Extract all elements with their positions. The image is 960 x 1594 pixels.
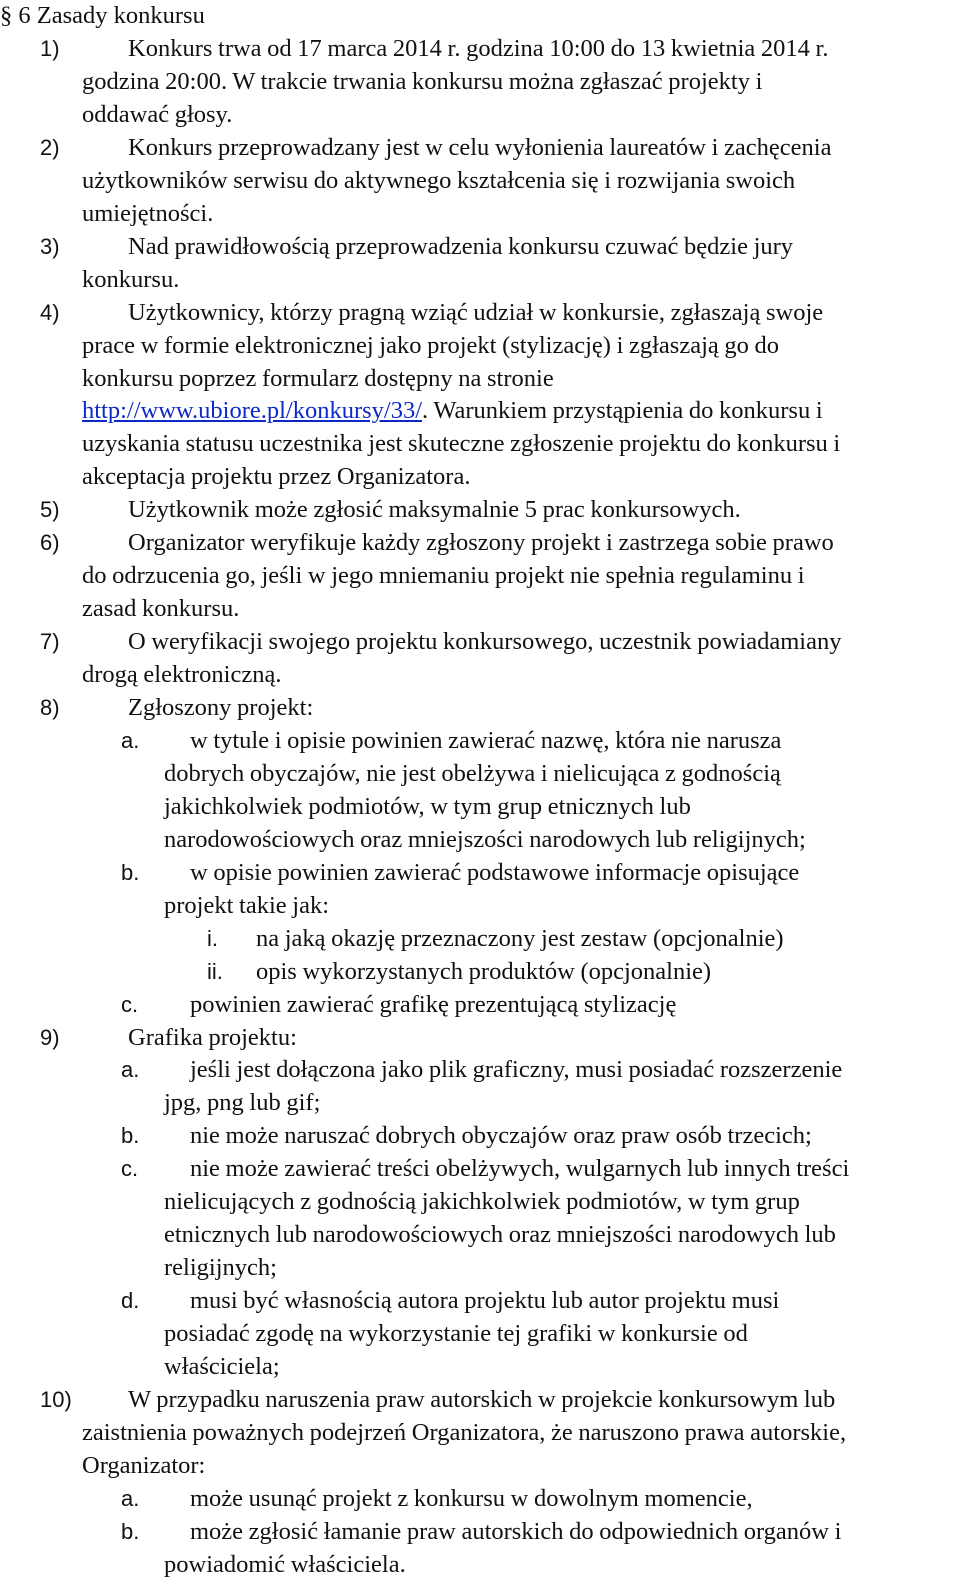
list-item-text: do odrzucenia go, jeśli w jego mniemaniu projekt nie spełnia regulaminu i [82, 562, 805, 590]
list-item-text: . Warunkiem przystąpienia do konkursu i [422, 397, 823, 425]
list-item-text: użytkowników serwisu do aktywnego kształcenia się i rozwijania swoich [82, 166, 796, 194]
list-item-text: konkursu poprzez formularz dostępny na stronie [82, 364, 554, 392]
list-item-text: jakichkolwiek podmiotów, w tym grup etnicznych lub [164, 792, 691, 820]
list-item-text: O weryfikacji swojego projektu konkursowego, uczestnik powiadamiany [128, 628, 842, 656]
list-item-text: może zgłosić łamanie praw autorskich do odpowiednich organów i [190, 1517, 842, 1545]
list-item-text: konkursu. [82, 265, 180, 293]
list-item-text: Konkurs przeprowadzany jest w celu wyłonienia laureatów i zachęcenia [128, 133, 832, 161]
list-item-text: jeśli jest dołączona jako plik graficzny, musi posiadać rozszerzenie [190, 1056, 843, 1084]
contest-link[interactable]: http://www.ubiore.pl/konkursy/33/ [82, 397, 423, 425]
list-item-text: oddawać głosy. [82, 100, 233, 128]
list-item-text: właściciela; [164, 1353, 280, 1380]
list-marker: 8) [40, 695, 60, 720]
list-item-text: na jaką okazję przeznaczony jest zestaw (opcjonalnie) [256, 924, 784, 952]
list-marker: b. [121, 1123, 140, 1149]
list-marker: 10) [40, 1386, 72, 1412]
list-item-text: etnicznych lub narodowościowych oraz mniejszości narodowych lub [164, 1221, 836, 1249]
list-item-text: narodowościowych oraz mniejszości narodowych lub religijnych; [164, 825, 806, 853]
list-item-text: Organizator: [82, 1451, 206, 1479]
list-marker: b. [121, 859, 140, 885]
list-item-text: zasad konkursu. [82, 595, 240, 623]
list-item-text: nie może zawierać treści obelżywych, wulgarnych lub innych treści [190, 1155, 850, 1183]
list-item-text: religijnych; [164, 1254, 277, 1282]
list-item-text: Nad prawidłowością przeprowadzenia konkursu czuwać będzie jury [128, 232, 794, 260]
list-item-text: posiadać zgodę na wykorzystanie tej grafiki w konkursie od [164, 1320, 748, 1348]
list-marker: ii. [207, 958, 223, 984]
list-item-text: Użytkownik może zgłosić maksymalnie 5 prac konkursowych. [128, 496, 741, 524]
list-item-text: Użytkownicy, którzy pragną wziąć udział w konkursie, zgłaszają swoje [128, 298, 824, 326]
list-item-text: powinien zawierać grafikę prezentującą stylizację [190, 990, 677, 1018]
list-item-text: Zgłoszony projekt: [128, 694, 314, 721]
list-item-text: w tytule i opisie powinien zawierać nazwę, która nie narusza [190, 726, 782, 754]
list-item-text: Organizator weryfikuje każdy zgłoszony projekt i zastrzega sobie prawo [128, 529, 834, 557]
list-marker: c. [121, 991, 139, 1017]
list-marker: 2) [40, 134, 60, 160]
list-item-text: dobrych obyczajów, nie jest obelżywa i nielicująca z godnością [164, 759, 781, 787]
list-item-text: zaistnienia poważnych podejrzeń Organizatora, że naruszono prawa autorskie, [82, 1418, 847, 1446]
list-marker: i. [207, 925, 218, 951]
list-marker: 5) [40, 497, 60, 523]
list-marker: c. [121, 1156, 139, 1182]
list-item-text: nielicujących z godnością jakichkolwiek podmiotów, w tym grup [164, 1188, 800, 1216]
list-marker: a. [121, 727, 140, 753]
list-item-text: Konkurs trwa od 17 marca 2014 r. godzina 10:00 do 13 kwietnia 2014 r. [128, 35, 829, 62]
list-marker: 1) [40, 36, 60, 61]
list-marker: d. [121, 1288, 140, 1314]
list-marker: 4) [40, 299, 60, 325]
link-line [82, 395, 823, 427]
list-marker: 9) [40, 1024, 60, 1050]
list-marker: 6) [40, 530, 60, 556]
list-marker: 7) [40, 629, 60, 655]
list-marker: 3) [40, 233, 60, 259]
list-item-text: drogą elektroniczną. [82, 661, 282, 689]
list-item-text: akceptacja projektu przez Organizatora. [82, 463, 471, 491]
list-marker: a. [121, 1485, 140, 1511]
list-item-text: Grafika projektu: [128, 1023, 297, 1051]
list-item-text: projekt takie jak: [164, 891, 329, 919]
list-item-text: godzina 20:00. W trakcie trwania konkursu można zgłaszać projekty i [82, 67, 763, 95]
list-marker: a. [121, 1057, 140, 1083]
list-item-text: musi być własnością autora projektu lub autor projektu musi [190, 1287, 780, 1315]
list-item-text: jpg, png lub gif; [164, 1089, 321, 1117]
list-marker: b. [121, 1518, 140, 1544]
list-item-text: może usunąć projekt z konkursu w dowolnym momencie, [190, 1484, 753, 1512]
list-item-text: opis wykorzystanych produktów (opcjonalnie) [256, 957, 712, 985]
list-item-text: prace w formie elektronicznej jako projekt (stylizację) i zgłaszają go do [82, 331, 780, 359]
list-item-text: powiadomić właściciela. [164, 1550, 406, 1578]
list-item-text: uzyskania statusu uczestnika jest skuteczne zgłoszenie projektu do konkursu i [82, 430, 841, 458]
list-item-text: W przypadku naruszenia praw autorskich w projekcie konkursowym lub [128, 1385, 836, 1413]
section-heading: § 6 Zasady konkursu [0, 2, 205, 29]
list-item-text: w opisie powinien zawierać podstawowe informacje opisujące [190, 858, 800, 886]
list-item-text: nie może naruszać dobrych obyczajów oraz praw osób trzecich; [190, 1122, 812, 1150]
list-item-text: umiejętności. [82, 199, 214, 227]
